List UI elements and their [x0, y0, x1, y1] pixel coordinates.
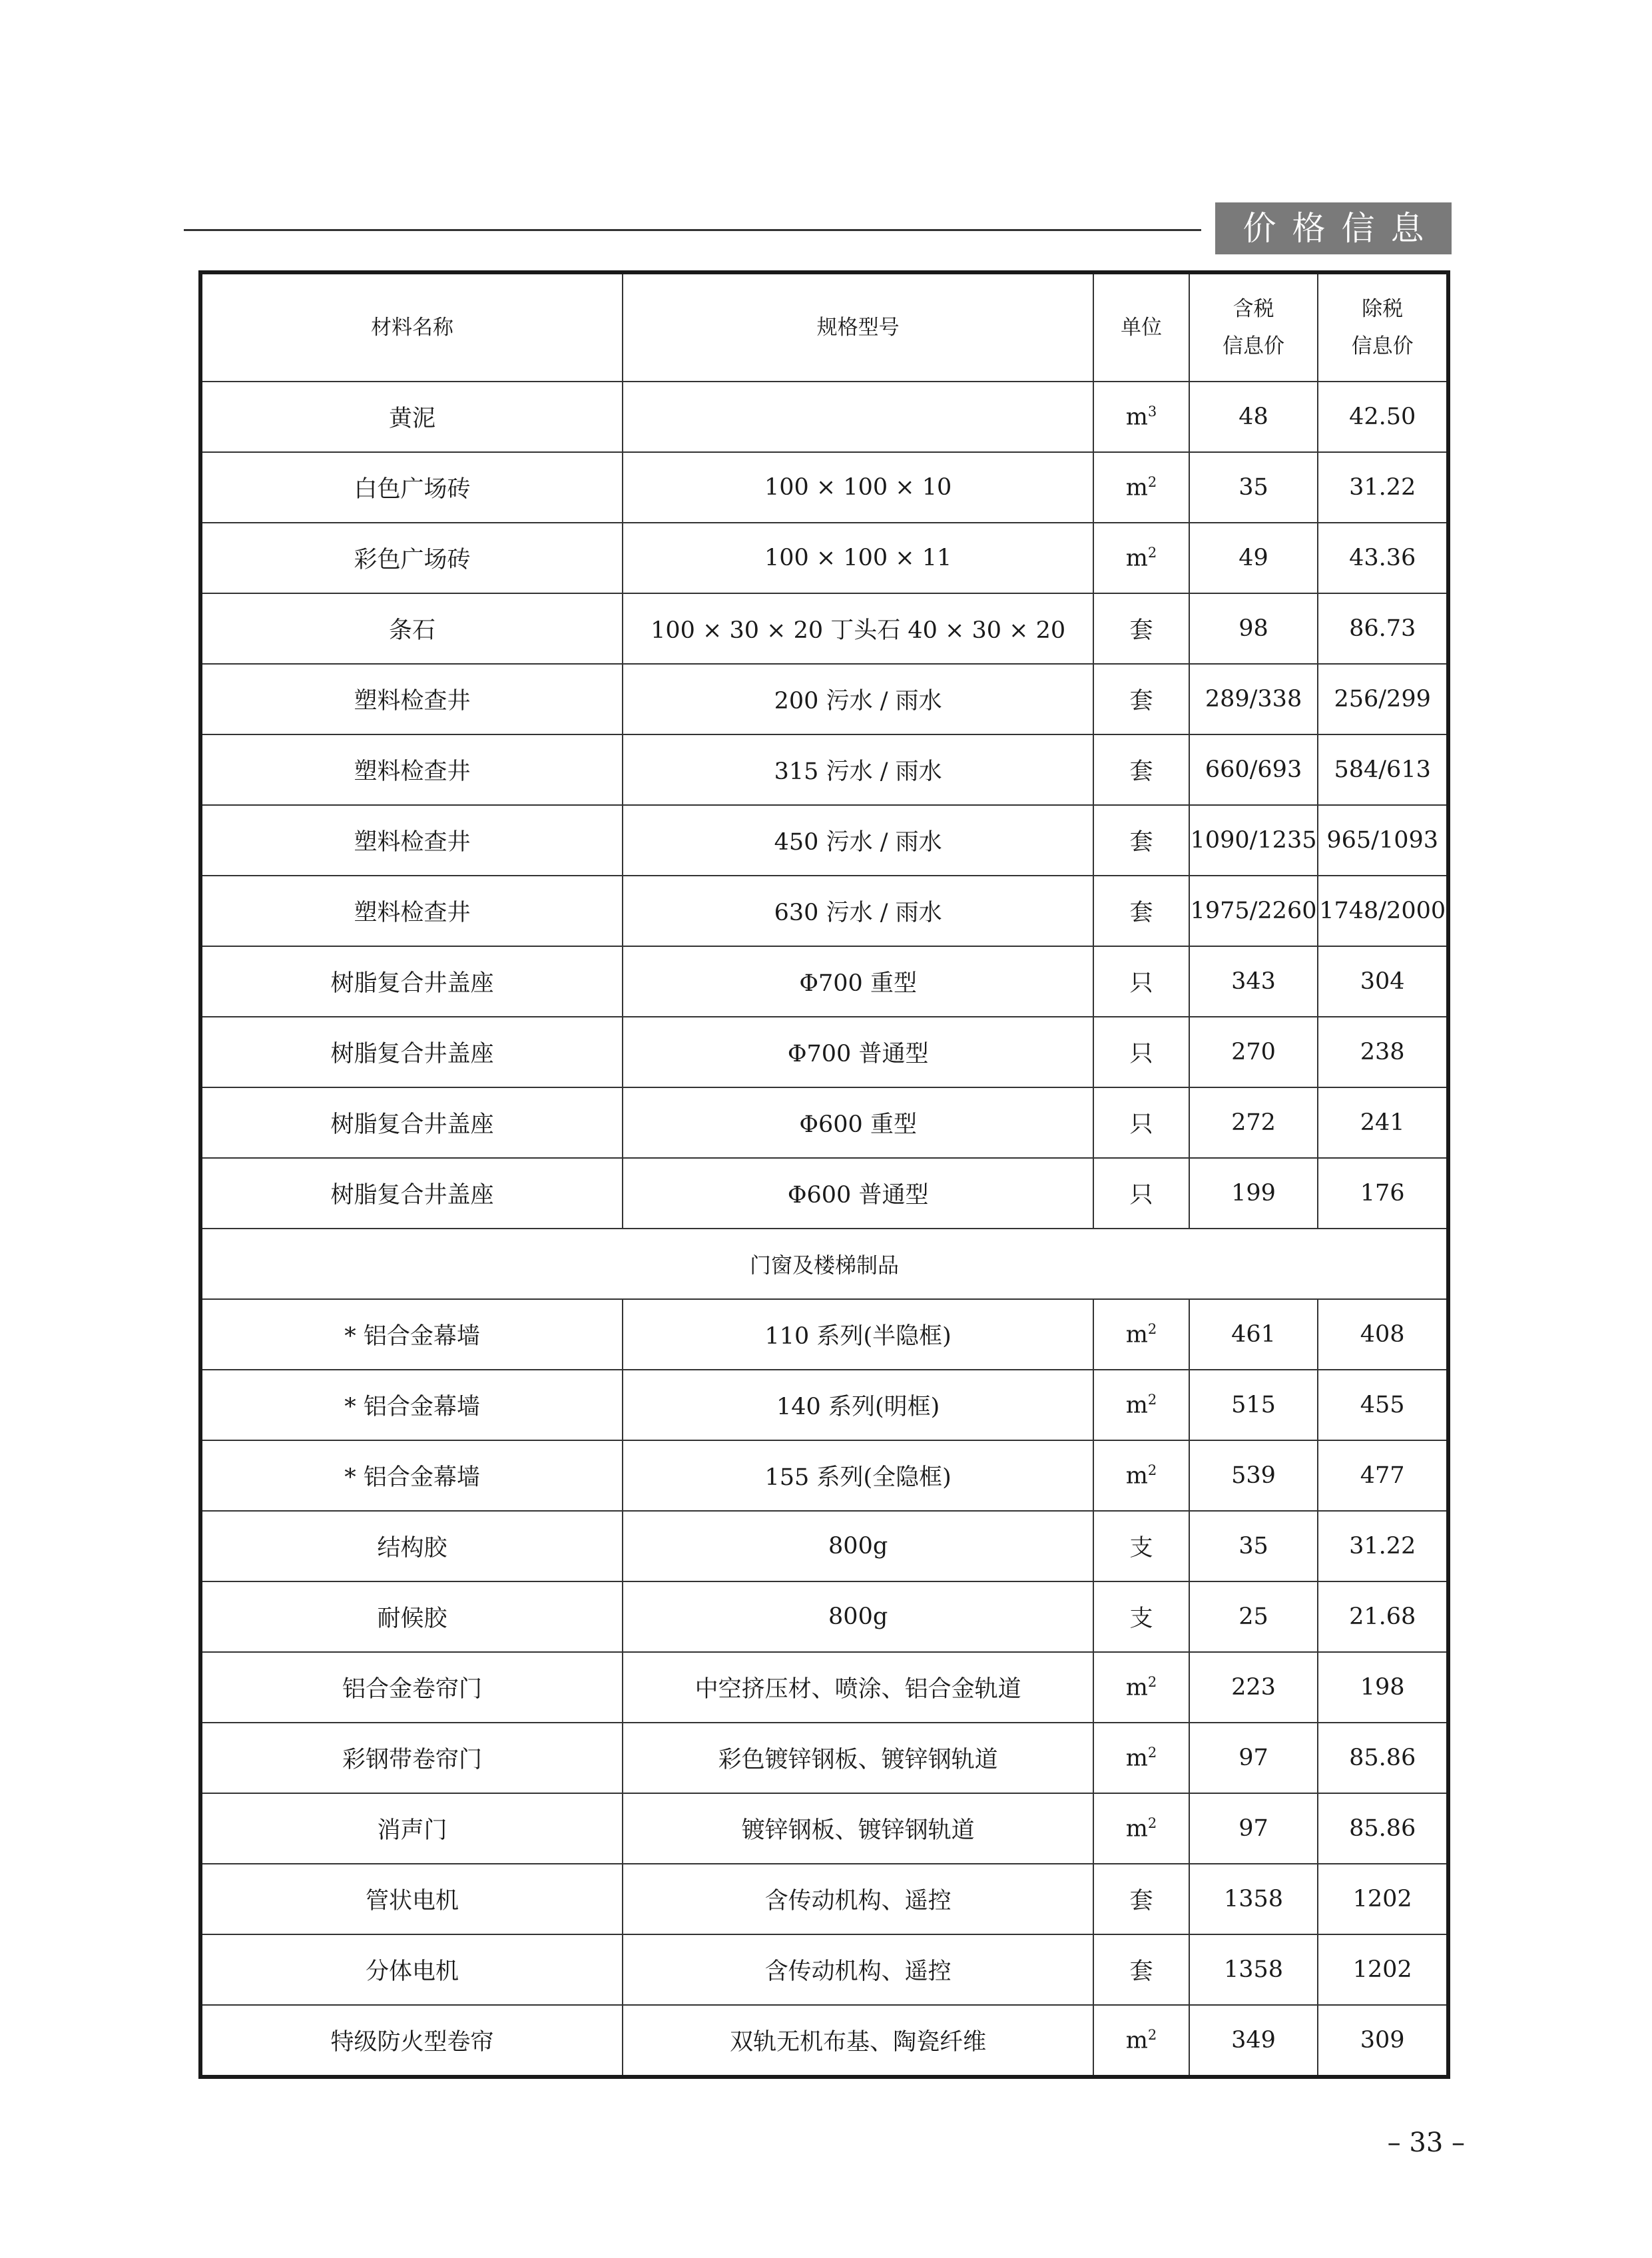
unit-cell [1093, 1370, 1189, 1440]
unit-text: m [1125, 1321, 1148, 1348]
tax-excluded-price-cell: 584/613 [1318, 734, 1448, 805]
tax-excluded-price-cell: 85.86 [1318, 1793, 1448, 1864]
unit-text: m [1125, 545, 1148, 572]
col-header-tax-included-line1: 含税 [1233, 297, 1274, 321]
spec-cell: 630 污水 / 雨水 [623, 876, 1093, 946]
unit-exponent: 2 [1147, 544, 1157, 561]
material-name-cell: * 铝合金幕墙 [200, 1440, 623, 1511]
spec-cell [623, 382, 1093, 452]
unit-cell [1093, 805, 1189, 876]
spec-cell: 双轨无机布基、陶瓷纤维 [623, 2005, 1093, 2077]
unit-cell [1093, 1299, 1189, 1370]
tax-excluded-price-cell: 455 [1318, 1370, 1448, 1440]
tax-included-price-cell: 98 [1189, 593, 1318, 664]
unit-text: 套 [1129, 900, 1153, 926]
spec-cell: 110 系列(半隐框) [623, 1299, 1093, 1370]
table-row [200, 382, 1448, 452]
unit-text: m [1125, 1815, 1148, 1842]
material-name-cell: 条石 [200, 593, 623, 664]
table-row [200, 1370, 1448, 1440]
tax-excluded-price-cell: 1748/2000 [1318, 876, 1448, 946]
unit-text: 只 [1129, 1041, 1153, 1067]
unit-cell [1093, 1158, 1189, 1229]
section-heading: 门窗及楼梯制品 [200, 1229, 1448, 1299]
table-row [200, 1158, 1448, 1229]
unit-text: 只 [1129, 1111, 1153, 1138]
unit-text: 只 [1129, 970, 1153, 997]
tax-included-price-cell: 97 [1189, 1793, 1318, 1864]
unit-text: 支 [1129, 1605, 1153, 1632]
tax-included-price-cell: 349 [1189, 2005, 1318, 2077]
table-row [200, 1652, 1448, 1723]
unit-exponent: 2 [1147, 1744, 1157, 1761]
tax-included-price-cell: 1975/2260 [1189, 876, 1318, 946]
table-row [200, 452, 1448, 523]
tax-included-price-cell: 343 [1189, 946, 1318, 1017]
tax-included-price-cell: 1090/1235 [1189, 805, 1318, 876]
col-header-spec: 规格型号 [623, 272, 1093, 382]
spec-cell: Φ700 重型 [623, 946, 1093, 1017]
tax-included-price-cell: 515 [1189, 1370, 1318, 1440]
material-name-cell: 塑料检查井 [200, 734, 623, 805]
page-number: – 33 – [1387, 2127, 1465, 2158]
unit-cell [1093, 2005, 1189, 2077]
unit-cell [1093, 1934, 1189, 2005]
tax-included-price-cell: 35 [1189, 1511, 1318, 1581]
tax-excluded-price-cell: 31.22 [1318, 452, 1448, 523]
tax-included-price-cell: 1358 [1189, 1864, 1318, 1934]
tax-included-price-cell: 1358 [1189, 1934, 1318, 2005]
material-name-cell: * 铝合金幕墙 [200, 1370, 623, 1440]
unit-text: m [1125, 1674, 1148, 1701]
unit-text: 套 [1129, 1958, 1153, 1985]
tax-excluded-price-cell: 86.73 [1318, 593, 1448, 664]
tax-included-price-cell: 35 [1189, 452, 1318, 523]
unit-cell [1093, 1652, 1189, 1723]
unit-cell [1093, 452, 1189, 523]
unit-cell [1093, 1793, 1189, 1864]
table-row [200, 664, 1448, 734]
spec-cell: Φ600 重型 [623, 1087, 1093, 1158]
material-name-cell: 管状电机 [200, 1864, 623, 1934]
unit-cell [1093, 1511, 1189, 1581]
tax-excluded-price-cell: 965/1093 [1318, 805, 1448, 876]
unit-cell [1093, 734, 1189, 805]
material-name-cell: 黄泥 [200, 382, 623, 452]
spec-cell: 450 污水 / 雨水 [623, 805, 1093, 876]
tax-excluded-price-cell: 238 [1318, 1017, 1448, 1087]
spec-cell: 800g [623, 1511, 1093, 1581]
unit-text: m [1125, 404, 1148, 431]
col-header-tax-included [1189, 272, 1318, 382]
unit-text: 只 [1129, 1182, 1153, 1209]
tax-excluded-price-cell: 256/299 [1318, 664, 1448, 734]
unit-cell [1093, 1440, 1189, 1511]
col-header-tax-excluded-line1: 除税 [1362, 297, 1404, 321]
material-name-cell: 树脂复合井盖座 [200, 946, 623, 1017]
table-header-row [200, 272, 1448, 382]
unit-text: 套 [1129, 1888, 1153, 1914]
spec-cell: 含传动机构、遥控 [623, 1864, 1093, 1934]
unit-text: m [1125, 1745, 1148, 1772]
spec-cell: 140 系列(明框) [623, 1370, 1093, 1440]
spec-cell: Φ700 普通型 [623, 1017, 1093, 1087]
unit-text: 套 [1129, 688, 1153, 714]
tax-excluded-price-cell: 408 [1318, 1299, 1448, 1370]
unit-cell [1093, 876, 1189, 946]
unit-cell [1093, 382, 1189, 452]
price-table-body [200, 382, 1448, 2077]
table-row [200, 734, 1448, 805]
tax-included-price-cell: 461 [1189, 1299, 1318, 1370]
material-name-cell: 耐候胶 [200, 1581, 623, 1652]
unit-exponent: 2 [1147, 1462, 1157, 1478]
unit-exponent: 2 [1147, 1391, 1157, 1408]
tax-included-price-cell: 97 [1189, 1723, 1318, 1793]
tax-excluded-price-cell: 43.36 [1318, 523, 1448, 593]
table-row [200, 1511, 1448, 1581]
unit-cell [1093, 1087, 1189, 1158]
tax-excluded-price-cell: 241 [1318, 1087, 1448, 1158]
col-header-tax-excluded [1318, 272, 1448, 382]
tax-included-price-cell: 660/693 [1189, 734, 1318, 805]
material-name-cell: 树脂复合井盖座 [200, 1017, 623, 1087]
material-name-cell: 白色广场砖 [200, 452, 623, 523]
tax-excluded-price-cell: 1202 [1318, 1934, 1448, 2005]
table-row [200, 1864, 1448, 1934]
spec-cell: 100 × 100 × 11 [623, 523, 1093, 593]
unit-cell [1093, 1723, 1189, 1793]
spec-cell: 800g [623, 1581, 1093, 1652]
unit-text: 套 [1129, 829, 1153, 856]
table-row [200, 946, 1448, 1017]
unit-cell [1093, 664, 1189, 734]
unit-text: 套 [1129, 617, 1153, 644]
unit-text: m [1125, 1462, 1148, 1490]
material-name-cell: 分体电机 [200, 1934, 623, 2005]
tax-excluded-price-cell: 31.22 [1318, 1511, 1448, 1581]
tax-excluded-price-cell: 198 [1318, 1652, 1448, 1723]
material-name-cell: 消声门 [200, 1793, 623, 1864]
tax-excluded-price-cell: 309 [1318, 2005, 1448, 2077]
table-row [200, 1793, 1448, 1864]
material-name-cell: 树脂复合井盖座 [200, 1087, 623, 1158]
spec-cell: 100 × 100 × 10 [623, 452, 1093, 523]
unit-exponent: 2 [1147, 473, 1157, 490]
tax-excluded-price-cell: 477 [1318, 1440, 1448, 1511]
unit-exponent: 2 [1147, 1815, 1157, 1831]
unit-cell [1093, 1864, 1189, 1934]
table-row [200, 2005, 1448, 2077]
tax-included-price-cell: 270 [1189, 1017, 1318, 1087]
material-name-cell: 塑料检查井 [200, 876, 623, 946]
unit-text: m [1125, 2027, 1148, 2054]
unit-text: m [1125, 1392, 1148, 1419]
tax-included-price-cell: 48 [1189, 382, 1318, 452]
unit-exponent: 3 [1147, 403, 1157, 420]
material-name-cell: 彩色广场砖 [200, 523, 623, 593]
material-name-cell: * 铝合金幕墙 [200, 1299, 623, 1370]
unit-text: 套 [1129, 758, 1153, 785]
spec-cell: 155 系列(全隐框) [623, 1440, 1093, 1511]
tax-excluded-price-cell: 42.50 [1318, 382, 1448, 452]
tax-excluded-price-cell: 21.68 [1318, 1581, 1448, 1652]
table-row [200, 593, 1448, 664]
material-name-cell: 铝合金卷帘门 [200, 1652, 623, 1723]
unit-cell [1093, 1017, 1189, 1087]
unit-exponent: 2 [1147, 1673, 1157, 1690]
tax-included-price-cell: 272 [1189, 1087, 1318, 1158]
tax-excluded-price-cell: 1202 [1318, 1864, 1448, 1934]
spec-cell: 315 污水 / 雨水 [623, 734, 1093, 805]
spec-cell: 100 × 30 × 20 丁头石 40 × 30 × 20 [623, 593, 1093, 664]
tax-included-price-cell: 539 [1189, 1440, 1318, 1511]
table-row [200, 1299, 1448, 1370]
table-row [200, 1581, 1448, 1652]
spec-cell: 彩色镀锌钢板、镀锌钢轨道 [623, 1723, 1093, 1793]
table-row [200, 1934, 1448, 2005]
unit-exponent: 2 [1147, 2026, 1157, 2043]
tax-included-price-cell: 25 [1189, 1581, 1318, 1652]
spec-cell: 200 污水 / 雨水 [623, 664, 1093, 734]
unit-cell [1093, 523, 1189, 593]
unit-cell [1093, 1581, 1189, 1652]
unit-cell [1093, 593, 1189, 664]
section-heading-row [200, 1229, 1448, 1299]
tax-included-price-cell: 289/338 [1189, 664, 1318, 734]
material-name-cell: 塑料检查井 [200, 805, 623, 876]
material-name-cell: 彩钢带卷帘门 [200, 1723, 623, 1793]
tax-included-price-cell: 199 [1189, 1158, 1318, 1229]
price-table [198, 270, 1450, 2079]
table-row [200, 805, 1448, 876]
table-row [200, 1017, 1448, 1087]
tax-included-price-cell: 49 [1189, 523, 1318, 593]
tax-excluded-price-cell: 85.86 [1318, 1723, 1448, 1793]
tax-included-price-cell: 223 [1189, 1652, 1318, 1723]
unit-cell [1093, 946, 1189, 1017]
table-row [200, 1440, 1448, 1511]
header-rule [184, 229, 1201, 231]
table-row [200, 1087, 1448, 1158]
spec-cell: Φ600 普通型 [623, 1158, 1093, 1229]
spec-cell: 含传动机构、遥控 [623, 1934, 1093, 2005]
table-row [200, 1723, 1448, 1793]
unit-text: 支 [1129, 1535, 1153, 1561]
material-name-cell: 树脂复合井盖座 [200, 1158, 623, 1229]
spec-cell: 镀锌钢板、镀锌钢轨道 [623, 1793, 1093, 1864]
material-name-cell: 结构胶 [200, 1511, 623, 1581]
table-row [200, 523, 1448, 593]
col-header-name: 材料名称 [200, 272, 623, 382]
col-header-unit: 单位 [1093, 272, 1189, 382]
spec-cell: 中空挤压材、喷涂、铝合金轨道 [623, 1652, 1093, 1723]
tax-excluded-price-cell: 304 [1318, 946, 1448, 1017]
unit-text: m [1125, 474, 1148, 501]
unit-exponent: 2 [1147, 1320, 1157, 1337]
tax-excluded-price-cell: 176 [1318, 1158, 1448, 1229]
material-name-cell: 特级防火型卷帘 [200, 2005, 623, 2077]
table-row [200, 876, 1448, 946]
material-name-cell: 塑料检查井 [200, 664, 623, 734]
section-title: 价格信息 [1215, 202, 1452, 254]
col-header-tax-excluded-line2: 信息价 [1351, 334, 1414, 358]
col-header-tax-included-line2: 信息价 [1223, 334, 1285, 358]
